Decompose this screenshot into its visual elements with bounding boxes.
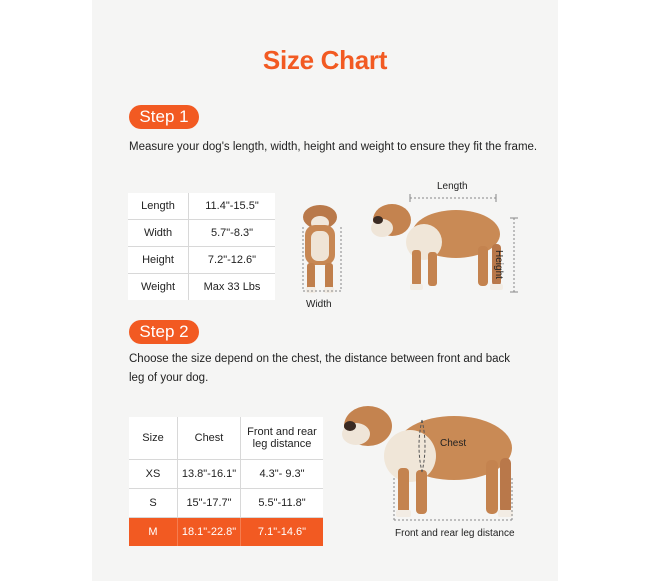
table-row-highlighted — [129, 518, 323, 547]
chest-cell: 18.1"-22.8" — [178, 518, 241, 547]
table-row — [129, 489, 323, 518]
chest-cell: 13.8"-16.1" — [178, 460, 241, 489]
leg-distance-cell: 7.1"-14.6" — [241, 518, 324, 547]
size-table — [129, 417, 323, 546]
spec-value: 5.7"-8.3" — [189, 220, 276, 247]
table-row — [128, 193, 275, 220]
dimensions-table — [128, 193, 275, 300]
chest-cell: 15"-17.7" — [178, 489, 241, 518]
table-row — [129, 460, 323, 489]
spec-name: Width — [128, 220, 189, 247]
dog-front-view-illustration — [297, 203, 357, 303]
table-row — [128, 220, 275, 247]
dog-chest-illustration — [336, 398, 526, 528]
chest-header: Chest — [178, 417, 241, 460]
spec-value: Max 33 Lbs — [203, 281, 261, 293]
size-cell: S — [129, 489, 178, 518]
spec-name: Length — [128, 193, 189, 220]
table-header-row — [129, 417, 323, 460]
table-row — [128, 247, 275, 274]
chest-label: Chest — [440, 438, 467, 449]
step-1-badge: Step 1 — [129, 105, 199, 129]
step-2-badge: Step 2 — [129, 320, 199, 344]
step-1-description: Measure your dog's length, width, height and weight to ensure they fit the frame. — [129, 141, 538, 153]
size-cell: XS — [129, 460, 178, 489]
dog-side-view-illustration — [364, 188, 524, 298]
leg-distance-cell: 4.3"- 9.3" — [241, 460, 324, 489]
size-chart-card — [92, 0, 558, 581]
width-label: Width — [306, 299, 332, 310]
length-label: Length — [437, 181, 468, 192]
page-title: Size Chart — [262, 45, 388, 75]
spec-value: 11.4"-15.5" — [189, 193, 276, 220]
size-header: Size — [129, 417, 178, 460]
spec-name: Height — [128, 247, 189, 274]
leg-distance-cell: 5.5"-11.8" — [241, 489, 324, 518]
table-row — [128, 274, 275, 301]
spec-name: Weight — [128, 274, 189, 301]
step-2-description: Choose the size depend on the chest, the distance between front and back leg of your dog. — [129, 353, 511, 384]
leg-distance-header: Front and rear leg distance — [241, 417, 324, 460]
size-cell: M — [129, 518, 178, 547]
spec-value: 7.2"-12.6" — [189, 247, 276, 274]
height-label: Height — [493, 250, 504, 279]
leg-distance-label: Front and rear leg distance — [395, 528, 515, 539]
